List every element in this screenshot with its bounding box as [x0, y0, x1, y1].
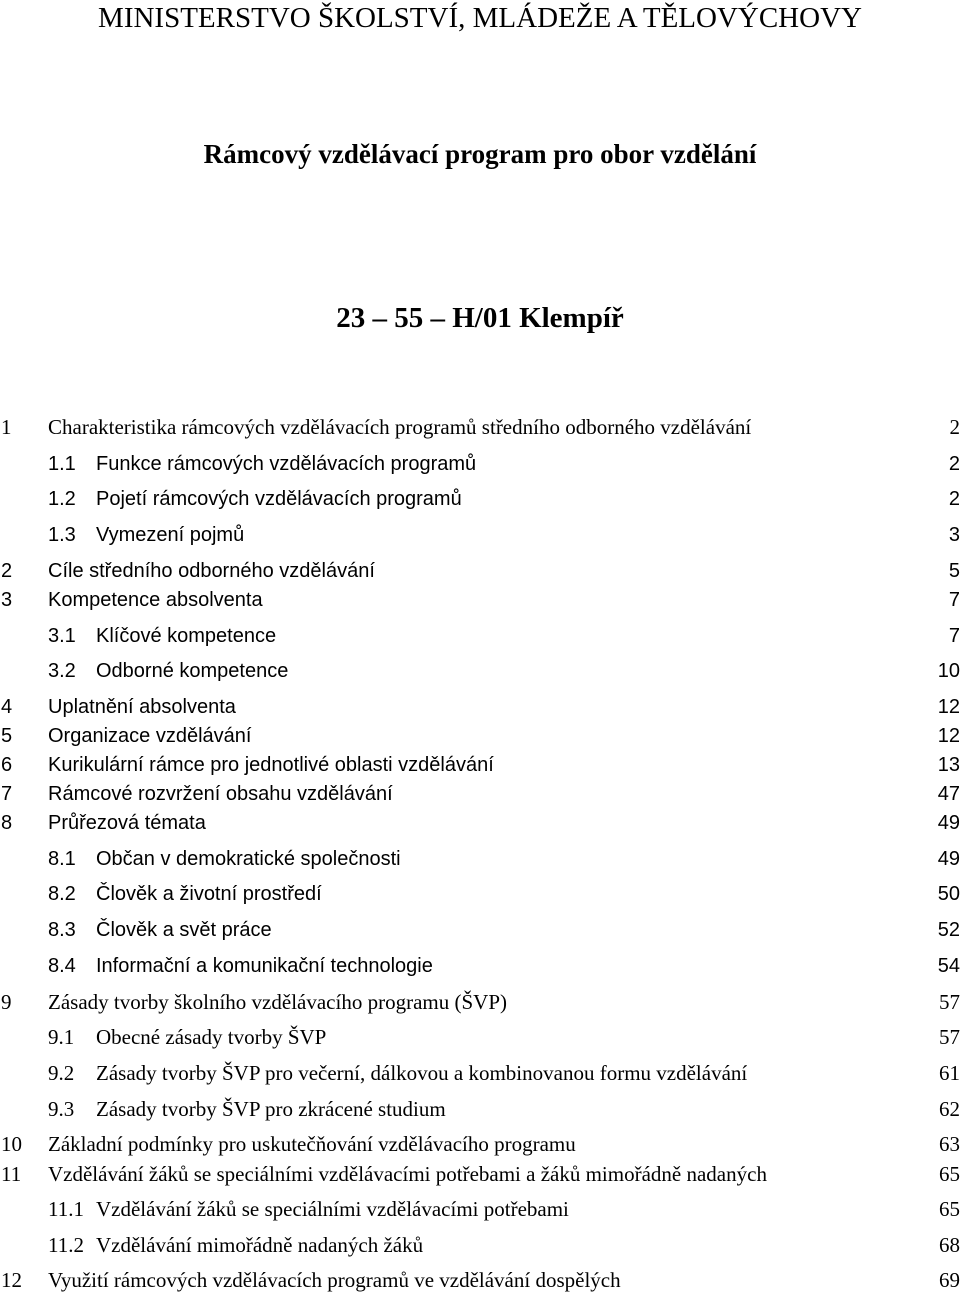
toc-entry-number: 5 [1, 725, 13, 747]
toc-entry-page: 62 [939, 1097, 960, 1121]
toc-entry-title: Zásady tvorby školního vzdělávacího programu (ŠVP) [48, 990, 507, 1014]
toc-entry[interactable] [0, 952, 960, 980]
toc-entry[interactable] [0, 1059, 960, 1087]
toc-entry-page: 7 [948, 625, 960, 647]
toc-entry-page: 65 [939, 1197, 960, 1221]
toc-entry-number: 11.2 [48, 1233, 84, 1257]
toc-entry[interactable] [0, 1023, 960, 1051]
toc-entry[interactable] [0, 845, 960, 873]
toc-entry[interactable] [0, 413, 960, 441]
program-code: 23 – 55 – H/01 Klempíř [336, 302, 624, 334]
toc-entry-title: Člověk a svět práce [96, 919, 272, 941]
toc-entry[interactable] [0, 916, 960, 944]
toc-entry-title: Občan v demokratické společnosti [96, 848, 401, 870]
toc-entry-number: 2 [1, 560, 13, 582]
toc-entry-number: 8 [1, 812, 13, 834]
toc-entry-number: 12 [1, 1268, 22, 1292]
toc-entry[interactable] [0, 693, 960, 721]
toc-entry-title: Rámcové rozvržení obsahu vzdělávání [48, 783, 393, 805]
toc-entry[interactable] [0, 1160, 960, 1188]
toc-entry-number: 1.3 [48, 524, 76, 546]
toc-entry-number: 9.1 [48, 1025, 75, 1049]
toc-entry-number: 3 [1, 589, 13, 611]
toc-entry-page: 54 [937, 955, 960, 977]
toc-entry-page: 12 [937, 725, 960, 747]
toc-entry-title: Vymezení pojmů [96, 524, 245, 546]
toc-entry-title: Člověk a životní prostředí [96, 883, 322, 905]
toc-entry-title: Kurikulární rámce pro jednotlivé oblasti vzdělávání [48, 754, 494, 776]
toc-entry-title: Uplatnění absolventa [48, 696, 236, 718]
toc-entry-page: 47 [937, 783, 960, 805]
toc-entry-page: 69 [939, 1268, 960, 1292]
toc-entry-title: Základní podmínky pro uskutečňování vzdělávacího programu [48, 1132, 576, 1156]
toc-entry-page: 68 [939, 1233, 960, 1257]
toc-entry-page: 10 [937, 660, 960, 682]
toc-entry-page: 5 [948, 560, 960, 582]
toc-entry[interactable] [0, 485, 960, 513]
toc-entry-page: 2 [948, 488, 960, 510]
toc-entry-title: Kompetence absolventa [48, 589, 263, 611]
toc-entry-title: Využití rámcových vzdělávacích programů ve vzdělávání dospělých [48, 1268, 621, 1292]
ministry-title: MINISTERSTVO ŠKOLSTVÍ, MLÁDEŽE A TĚLOVÝCHOVY [98, 2, 862, 34]
toc-entry-page: 13 [937, 754, 960, 776]
toc-entry[interactable] [0, 622, 960, 650]
toc-entry-page: 7 [948, 589, 960, 611]
toc-entry-number: 1.1 [48, 453, 76, 475]
toc-entry-title: Vzdělávání žáků se speciálními vzdělávacími potřebami [96, 1197, 569, 1221]
toc-entry-title: Funkce rámcových vzdělávacích programů [96, 453, 477, 475]
toc-entry[interactable] [0, 780, 960, 808]
toc-entry[interactable] [0, 1130, 960, 1158]
toc-entry-number: 11.1 [48, 1197, 84, 1221]
toc-entry[interactable] [0, 722, 960, 750]
toc-entry-title: Vzdělávání mimořádně nadaných žáků [96, 1233, 424, 1257]
toc-entry-number: 6 [1, 754, 13, 776]
toc-entry-number: 8.4 [48, 955, 76, 977]
toc-entry[interactable] [0, 521, 960, 549]
toc-entry-number: 8.2 [48, 883, 76, 905]
toc-entry-page: 49 [937, 812, 960, 834]
toc-entry-number: 9 [1, 990, 12, 1014]
toc-entry-page: 52 [937, 919, 960, 941]
toc-entry[interactable] [0, 1195, 960, 1223]
toc-entry-title: Zásady tvorby ŠVP pro večerní, dálkovou a kombinovanou formu vzdělávání [96, 1061, 748, 1085]
toc-entry[interactable] [0, 809, 960, 837]
toc-entry-title: Odborné kompetence [96, 660, 289, 682]
toc-entry-title: Vzdělávání žáků se speciálními vzdělávacími potřebami a žáků mimořádně nadaných [48, 1162, 767, 1186]
toc-entry[interactable] [0, 1266, 960, 1294]
toc-entry-page: 65 [939, 1162, 960, 1186]
toc-entry-page: 12 [937, 696, 960, 718]
toc-entry-number: 3.2 [48, 660, 76, 682]
toc-entry-number: 11 [1, 1162, 22, 1186]
toc-entry-page: 50 [937, 883, 960, 905]
toc-entry[interactable] [0, 751, 960, 779]
toc-entry-number: 10 [1, 1132, 22, 1156]
toc-entry[interactable] [0, 988, 960, 1016]
toc-entry-page: 57 [939, 1025, 960, 1049]
toc-entry-page: 49 [937, 848, 960, 870]
toc-entry-number: 1.2 [48, 488, 76, 510]
toc-entry-title: Charakteristika rámcových vzdělávacích programů středního odborného vzdělávání [48, 415, 752, 439]
toc-entry-number: 1 [1, 415, 12, 439]
toc-entry-number: 8.3 [48, 919, 76, 941]
toc-entry-number: 9.3 [48, 1097, 75, 1121]
toc-entry[interactable] [0, 450, 960, 478]
toc-entry-title: Pojetí rámcových vzdělávacích programů [96, 488, 462, 510]
toc-entry-number: 7 [1, 783, 13, 805]
toc-entry-page: 3 [948, 524, 960, 546]
toc-entry-number: 3.1 [48, 625, 76, 647]
toc-entry[interactable] [0, 880, 960, 908]
toc-entry-page: 63 [939, 1132, 960, 1156]
toc-entry[interactable] [0, 586, 960, 614]
toc-entry-title: Zásady tvorby ŠVP pro zkrácené studium [96, 1097, 446, 1121]
toc-entry-title: Organizace vzdělávání [48, 725, 252, 747]
toc-entry-page: 2 [948, 453, 960, 475]
toc-entry[interactable] [0, 1095, 960, 1123]
toc-entry-page: 57 [939, 990, 960, 1014]
toc-entry-title: Klíčové kompetence [96, 625, 277, 647]
toc-entry-title: Průřezová témata [48, 812, 206, 834]
toc-entry-title: Cíle středního odborného vzdělávání [48, 560, 375, 582]
toc-entry[interactable] [0, 1231, 960, 1259]
toc-entry[interactable] [0, 657, 960, 685]
program-title: Rámcový vzdělávací program pro obor vzdělání [203, 139, 757, 169]
toc-entry-title: Informační a komunikační technologie [96, 955, 433, 977]
toc-entry-number: 9.2 [48, 1061, 75, 1085]
toc-entry-page: 2 [949, 415, 960, 439]
toc-entry-title: Obecné zásady tvorby ŠVP [96, 1025, 327, 1049]
toc-entry[interactable] [0, 557, 960, 585]
toc-entry-number: 8.1 [48, 848, 76, 870]
toc-entry-number: 4 [1, 696, 13, 718]
toc-entry-page: 61 [939, 1061, 960, 1085]
